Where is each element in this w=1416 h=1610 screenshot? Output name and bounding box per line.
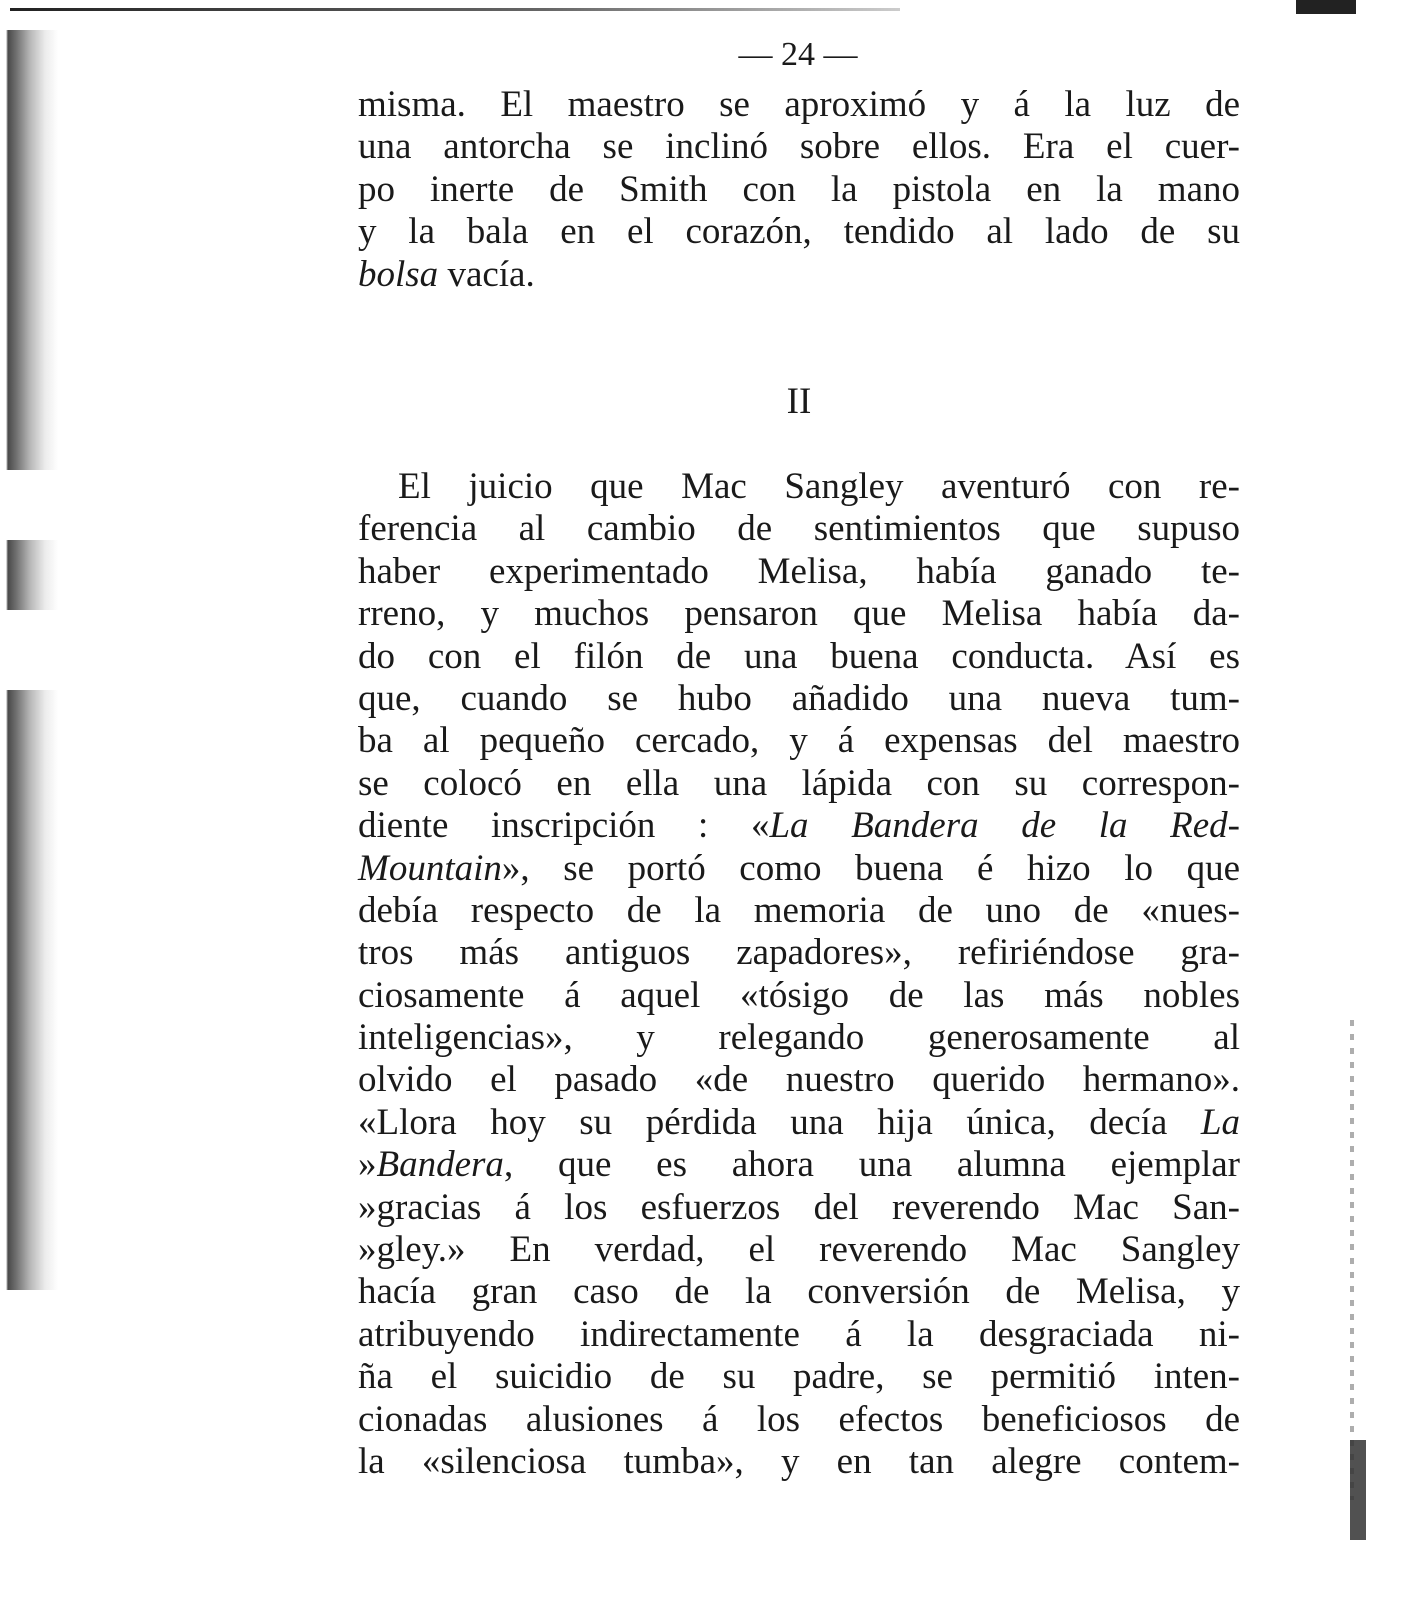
italic-text: La	[1200, 1101, 1240, 1143]
text-segment: , que es ahora una alumna ejemplar	[503, 1144, 1240, 1186]
text-line	[358, 593, 1240, 635]
text-line	[358, 636, 1240, 678]
scan-edge-gap	[0, 1290, 60, 1610]
chapter-heading: II	[786, 381, 812, 422]
page-number: — 24 —	[738, 36, 858, 73]
text-line	[358, 678, 1240, 720]
text-segment: po inerte de Smith con la pistola en la mano	[358, 168, 1240, 210]
text-segment: inteligencias», y relegando generosamente al	[358, 1017, 1240, 1059]
text-line	[358, 466, 1240, 508]
text-segment: »	[358, 1144, 377, 1186]
scan-edge-gap	[0, 610, 60, 690]
text-segment: una antorcha se inclinó sobre ellos. Era el cuer-	[358, 126, 1240, 168]
text-segment: ña el suicidio de su padre, se permitió inten-	[358, 1356, 1240, 1398]
text-line	[358, 1314, 1240, 1356]
scan-top-rule	[10, 8, 900, 11]
text-segment: haber experimentado Melisa, había ganado te-	[358, 550, 1240, 592]
text-line	[358, 1102, 1240, 1144]
text-block-continuation	[358, 84, 1240, 296]
text-line	[358, 763, 1240, 805]
scan-corner-mark	[1296, 0, 1356, 14]
text-segment: tros más antiguos zapadores», refiriéndose gra-	[358, 932, 1240, 974]
text-line	[358, 890, 1240, 932]
text-line	[358, 1271, 1240, 1313]
text-segment: atribuyendo indirectamente á la desgraciada ni-	[358, 1313, 1240, 1355]
text-segment: »gley.» En verdad, el reverendo Mac Sangley	[358, 1229, 1240, 1271]
text-segment: vacía.	[438, 253, 535, 295]
text-line	[358, 932, 1240, 974]
scan-edge-gap	[0, 470, 60, 540]
italic-text: La Bandera de la Red-	[769, 805, 1241, 847]
text-segment: se colocó en ella una lápida con su correspon-	[358, 762, 1240, 804]
text-segment: misma. El maestro se aproximó y á la luz de	[358, 84, 1240, 125]
scan-right-edge-marks	[1350, 1020, 1354, 1500]
text-line	[358, 211, 1240, 253]
text-segment: la «silenciosa tumba», y en tan alegre contem-	[358, 1440, 1240, 1482]
text-line	[358, 1144, 1240, 1186]
text-line	[358, 126, 1240, 168]
text-line	[358, 1356, 1240, 1398]
text-line	[358, 975, 1240, 1017]
text-segment: y la bala en el corazón, tendido al lado de su	[358, 211, 1240, 253]
text-line	[358, 1441, 1240, 1483]
text-segment: cionadas alusiones á los efectos beneficiosos de	[358, 1398, 1240, 1440]
text-segment: ba al pequeño cercado, y á expensas del maestro	[358, 720, 1240, 762]
text-line	[358, 1229, 1240, 1271]
text-line	[358, 1059, 1240, 1101]
text-segment: hacía gran caso de la conversión de Melisa, y	[358, 1271, 1240, 1313]
text-block-paragraph	[358, 466, 1240, 1483]
text-line	[358, 1399, 1240, 1441]
text-line	[358, 169, 1240, 211]
italic-text: Bandera	[376, 1144, 504, 1186]
text-segment: »gracias á los esfuerzos del reverendo Mac San-	[358, 1186, 1240, 1228]
text-segment: ciosamente á aquel «tósigo de las más nobles	[358, 974, 1240, 1016]
italic-text: Mountain	[358, 847, 502, 889]
text-segment: que, cuando se hubo añadido una nueva tum-	[358, 677, 1240, 719]
text-segment: debía respecto de la memoria de uno de «nues-	[358, 889, 1240, 931]
text-line	[358, 805, 1240, 847]
text-line	[358, 720, 1240, 762]
text-segment: rreno, y muchos pensaron que Melisa había da-	[358, 593, 1240, 635]
text-line	[358, 84, 1240, 126]
text-segment: ferencia al cambio de sentimientos que supuso	[358, 508, 1240, 550]
text-segment: olvido el pasado «de nuestro querido hermano».	[358, 1059, 1240, 1101]
scan-right-edge-shadow	[1350, 1440, 1366, 1540]
text-line	[358, 254, 1240, 296]
text-segment: diente inscripción : «	[358, 805, 770, 847]
text-line	[358, 508, 1240, 550]
text-segment: «Llora hoy su pérdida una hija única, decía	[358, 1101, 1201, 1143]
text-line	[358, 1017, 1240, 1059]
italic-text: bolsa	[358, 253, 439, 295]
text-segment: do con el filón de una buena conducta. Así es	[358, 635, 1240, 677]
text-segment: El juicio que Mac Sangley aventuró con re-	[398, 466, 1240, 507]
text-line	[358, 1187, 1240, 1229]
text-line	[358, 551, 1240, 593]
text-segment: », se portó como buena é hizo lo que	[501, 847, 1240, 889]
text-line	[358, 848, 1240, 890]
